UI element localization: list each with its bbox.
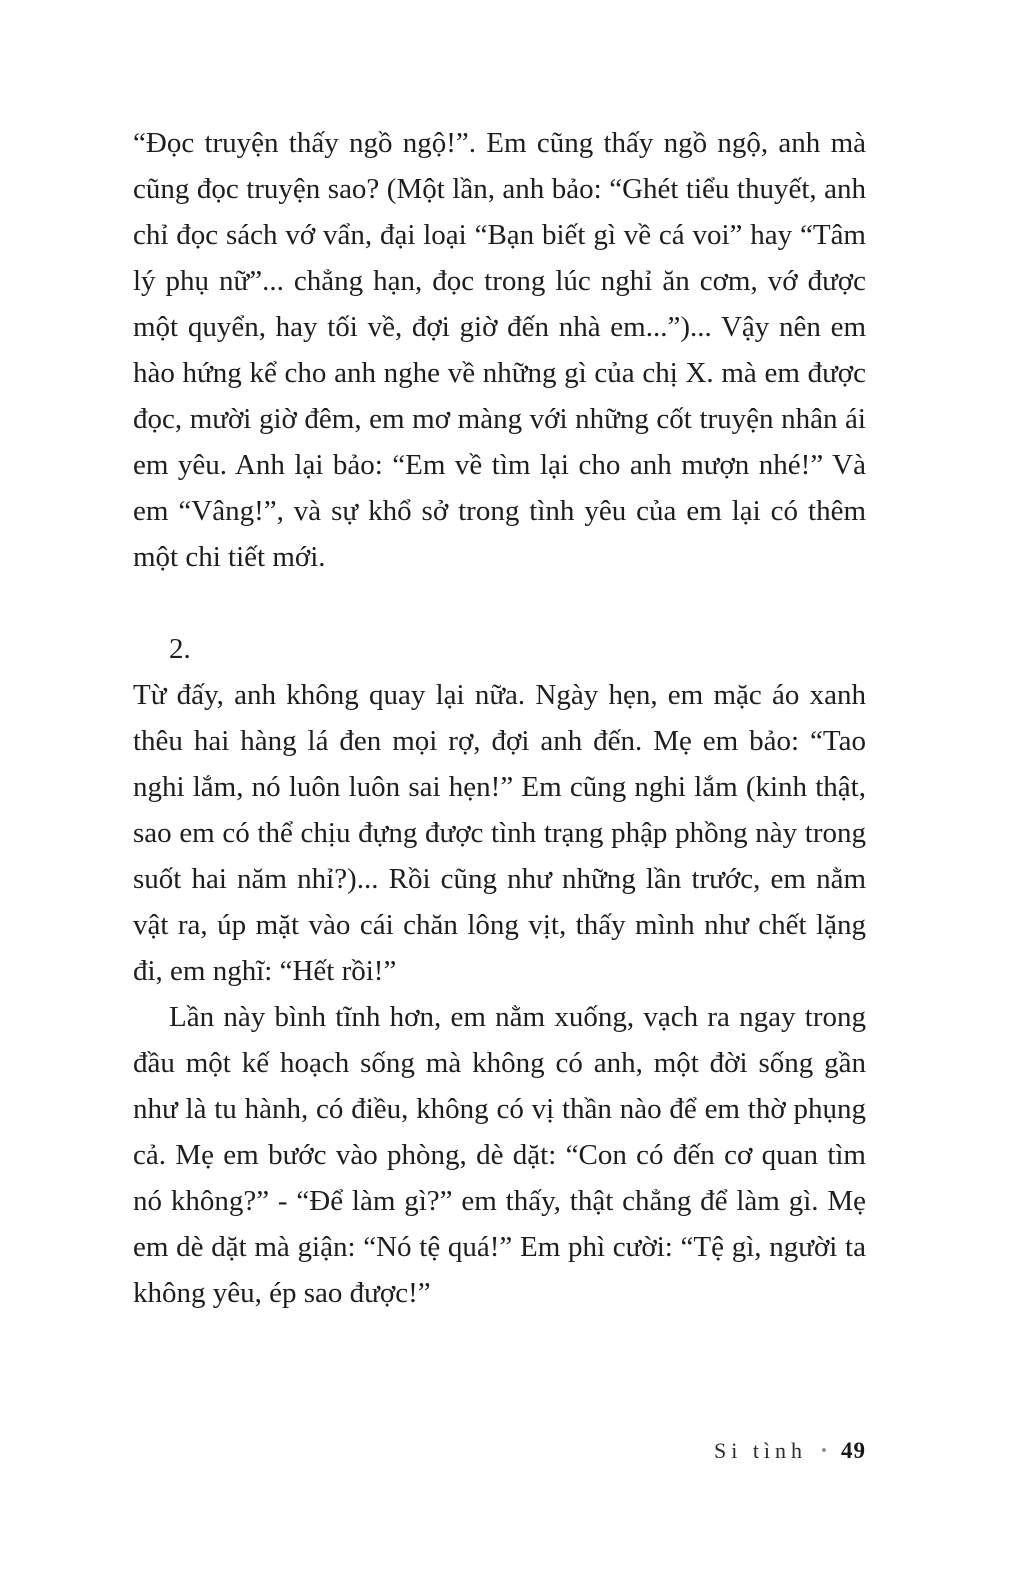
paragraph-1: “Đọc truyện thấy ngồ ngộ!”. Em cũng thấy ngồ ngộ, anh mà cũng đọc truyện sao? (Một lần, anh bảo: “Ghét tiểu thuyết, anh chỉ đọc sách vớ vẩn, đại loại “Bạn biết gì về cá voi” hay “Tâm lý phụ nữ”... chẳng hạn, đọc trong lúc nghỉ ăn cơm, vớ được một quyển, hay tối về, đợi giờ đến nhà em...”)... Vậy nên em hào hứng kể cho anh nghe về những gì của chị X. mà em được đọc, mười giờ đêm, em mơ màng với những cốt truyện nhân ái em yêu. Anh lại bảo: “Em về tìm lại cho anh mượn nhé!” Và em “Vâng!”, và sự khổ sở trong tình yêu của em lại có thêm một chi tiết mới. <box>133 127 866 573</box>
paragraph-3: Lần này bình tĩnh hơn, em nằm xuống, vạch ra ngay trong đầu một kế hoạch sống mà không có anh, một đời sống gần như là tu hành, có điều, không có vị thần nào để em thờ phụng cả. Mẹ em bước vào phòng, dè dặt: “Con có đến cơ quan tìm nó không?” - “Để làm gì?” em thấy, thật chẳng để làm gì. Mẹ em dè dặt mà giận: “Nó tệ quá!” Em phì cười: “Tệ gì, người ta không yêu, ép sao được!” <box>133 1001 866 1309</box>
page-text-block <box>133 120 866 1316</box>
running-footer-chapter-title: Si tình <box>713 1438 808 1463</box>
page-number: 49 <box>841 1438 866 1463</box>
section-number: 2. <box>169 633 191 665</box>
page-footer <box>714 1438 866 1464</box>
paragraph-2: Từ đấy, anh không quay lại nữa. Ngày hẹn, em mặc áo xanh thêu hai hàng lá đen mọi rợ, đợi anh đến. Mẹ em bảo: “Tao nghi lắm, nó luôn luôn sai hẹn!” Em cũng nghi lắm (kinh thật, sao em có thể chịu đựng được tình trạng phập phồng này trong suốt hai năm nhỉ?)... Rồi cũng như những lần trước, em nằm vật ra, úp mặt vào cái chăn lông vịt, thấy mình như chết lặng đi, em nghĩ: “Hết rồi!” <box>133 679 866 987</box>
footer-bullet-separator: • <box>821 1441 827 1460</box>
